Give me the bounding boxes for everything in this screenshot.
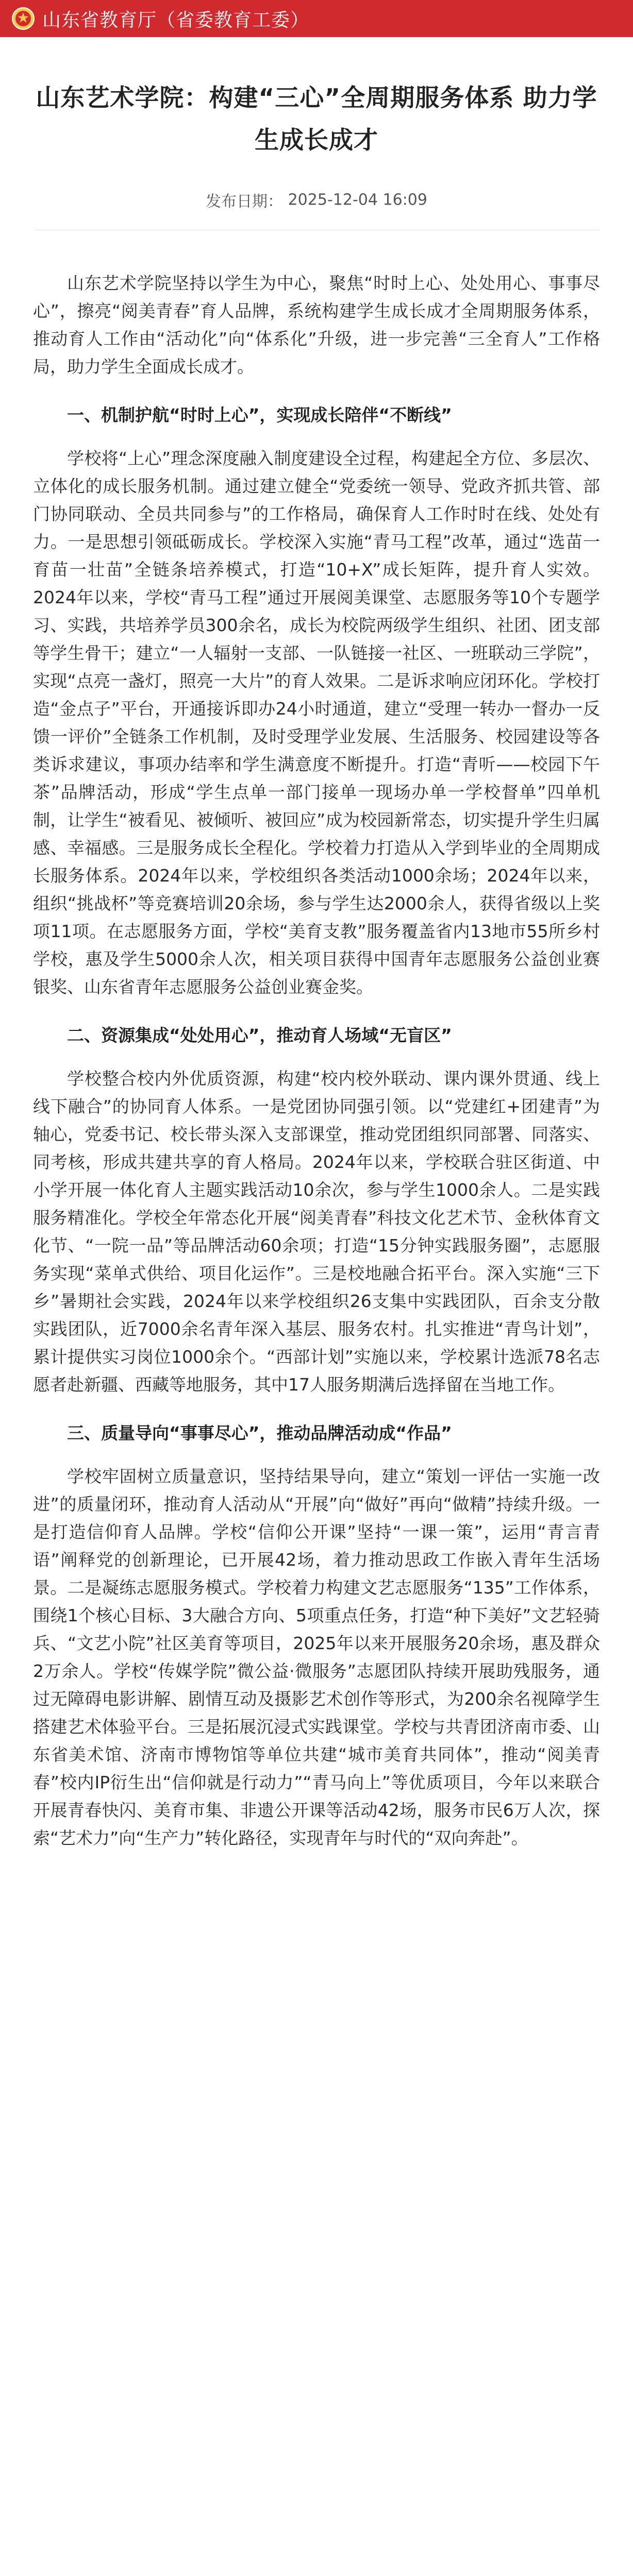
article-meta (34, 189, 599, 211)
section-body-1: 学校将“上心”理念深度融入制度建设全过程，构建起全方位、多层次、立体化的成长服务机制。通过建立健全“党委统一领导、党政齐抓共管、部门协同联动、全员共同参与”的工作格局，确保育人工作时时在线、处处有力。一是思想引领砥砺成长。学校深入实施“青马工程”改革，通过“选苗一育苗一壮苗”全链条培养模式，打造“10+X”成长矩阵，提升育人实效。2024年以来，学校“青马工程”通过开展阅美课堂、志愿服务等10个专题学习、实践，共培养学员300余名，成长为校院两级学生组织、社团、团支部等学生骨干；建立“一人辐射一支部、一队链接一社区、一班联动三学院”，实现“点亮一盏灯，照亮一大片”的育人效果。二是诉求响应闭环化。学校打造“金点子”平台，开通接诉即办24小时通道，建立“受理一转办一督办一反馈一评价”全链条工作机制，及时受理学业发展、生活服务、校园建设等各类诉求建议，事项办结率和学生满意度不断提升。打造“青听——校园下午茶”品牌活动，形成“学生点单一部门接单一现场办单一学校督单”四单机制，让学生“被看见、被倾听、被回应”成为校园新常态，切实提升学生归属感、幸福感。三是服务成长全程化。学校着力打造从入学到毕业的全周期成长服务体系。2024年以来，学校组织各类活动1000余场；2024年以来，组织“挑战杯”等竞赛培训20余场，参与学生达2000余人，获得省级以上奖项11项。在志愿服务方面，学校“美育支教”服务覆盖省内13地市55所乡村学校，惠及学生5000余人次，相关项目获得中国青年志愿服务公益创业赛银奖、山东省青年志愿服务公益创业赛金奖。 (33, 448, 600, 997)
section-heading-1: 一、机制护航“时时上心”，实现成长陪伴“不断线” (67, 405, 452, 425)
section-body-2: 学校整合校内外优质资源，构建“校内校外联动、课内课外贯通、线上线下融合”的协同育人体系。一是党团协同强引领。以“党建红+团建青”为轴心，党委书记、校长带头深入支部课堂，推动党团组织同部署、同落实、同考核，形成共建共享的育人格局。2024年以来，学校联合驻区街道、中小学开展一体化育人主题实践活动10余次，参与学生1000余人。二是实践服务精准化。学校全年常态化开展“阅美青春”科技文化艺术节、金秋体育文化节、“一院一品”等品牌活动60余项；打造“15分钟实践服务圈”，志愿服务实现“菜单式供给、项目化运作”。三是校地融合拓平台。深入实施“三下乡”暑期社会实践，2024年以来学校组织26支集中实践团队，百余支分散实践团队，近7000余名青年深入基层、服务农村。扎实推进“青鸟计划”，累计提供实习岗位1000余个。“西部计划”实施以来，学校累计选派78名志愿者赴新疆、西藏等地服务，其中17人服务期满后选择留在当地工作。 (33, 1069, 600, 1395)
publish-date: 2025-12-04 16:09 (288, 191, 427, 209)
site-name[interactable]: 山东省教育厅（省委教育工委） (42, 9, 310, 31)
article-container (0, 77, 633, 230)
section-heading-3: 三、质量导向“事事尽心”，推动品牌活动成“作品” (67, 1423, 452, 1443)
article-lead-paragraph: 山东艺术学院坚持以学生为中心，聚焦“时时上心、处处用心、事事尽心”，擦亮“阅美青春”育人品牌，系统构建学生成长成才全周期服务体系，推动育人工作由“活动化”向“体系化”升级，进一步完善“三全育人”工作格局，助力学生全面成长成才。 (33, 273, 600, 377)
section-heading-2: 二、资源集成“处处用心”，推动育人场域“无盲区” (67, 1025, 452, 1045)
section-body-3: 学校牢固树立质量意识，坚持结果导向，建立“策划一评估一实施一改进”的质量闭环，推动育人活动从“开展”向“做好”再向“做精”持续升级。一是打造信仰育人品牌。学校“信仰公开课”坚持“一课一策”，运用“青言青语”阐释党的创新理论，已开展42场，着力推动思政工作嵌入青年生活场景。二是凝练志愿服务模式。学校着力构建文艺志愿服务“135”工作体系，围绕1个核心目标、3大融合方向、5项重点任务，打造“种下美好”文艺轻骑兵、“文艺小院”社区美育等项目，2025年以来开展服务20余场，惠及群众2万余人。学校“传媒学院”微公益·微服务”志愿团队持续开展助残服务，通过无障碍电影讲解、剧情互动及摄影艺术创作等形式，为200余名视障学生搭建艺术体验平台。三是拓展沉浸式实践课堂。学校与共青团济南市委、山东省美术馆、济南市博物馆等单位共建“城市美育共同体”，推动“阅美青春”校内IP衍生出“信仰就是行动力”“青马向上”等优质项目，今年以来联合开展青春快闪、美育市集、非遗公开课等活动42场，服务市民6万人次，探索“艺术力”向“生产力”转化路径，实现青年与时代的“双向奔赴”。 (33, 1466, 600, 1848)
article-title: 山东艺术学院：构建“三心”全周期服务体系 助力学生成长成才 (36, 84, 597, 155)
publish-date-label: 发布日期： (206, 193, 284, 211)
national-emblem-icon (11, 7, 35, 30)
site-header (0, 0, 633, 37)
article-body (0, 230, 633, 1883)
